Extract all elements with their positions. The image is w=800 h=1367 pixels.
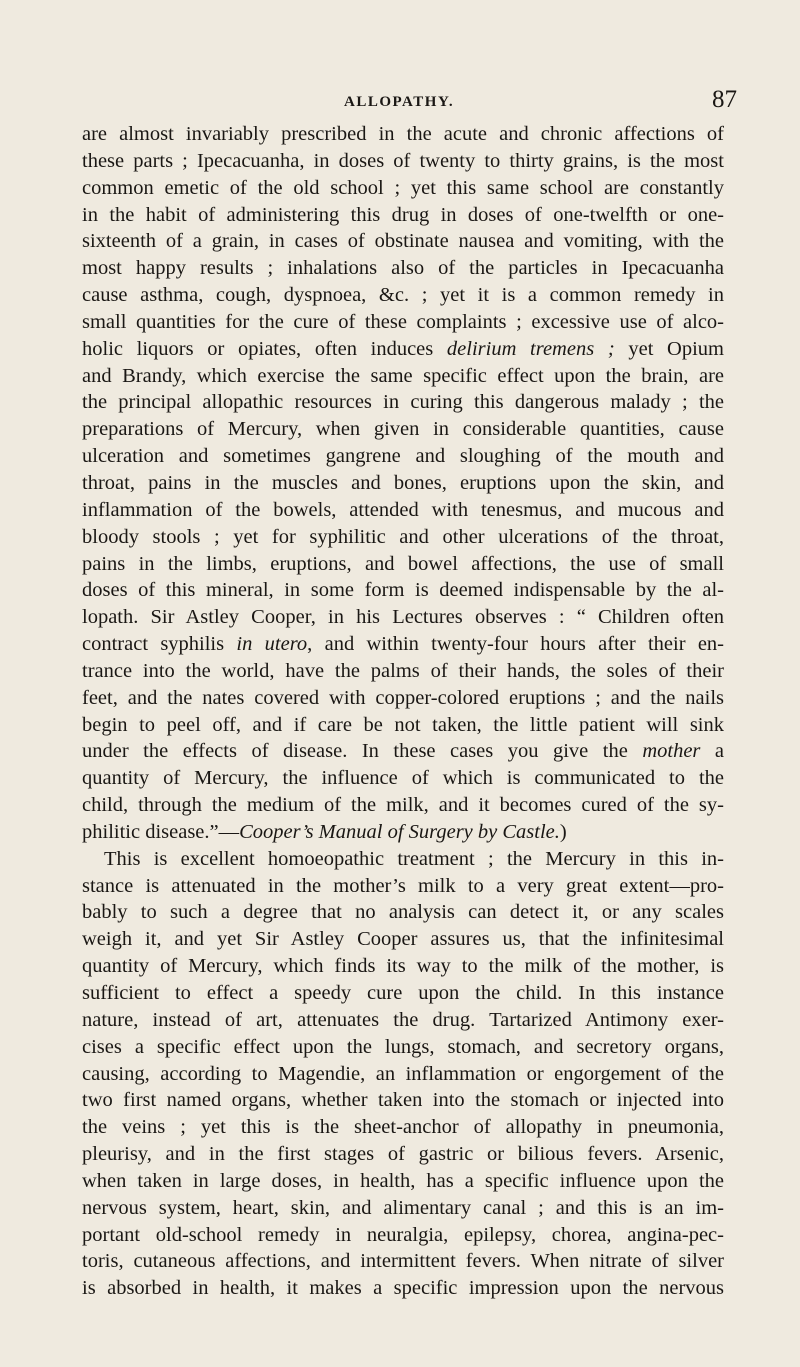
text-line — [82, 685, 724, 712]
text-run: and Brandy, which exercise the same specific effect upon the brain, are — [82, 364, 724, 387]
text-line — [82, 389, 724, 416]
running-title: ALLOPATHY. — [344, 94, 455, 110]
text-run: doses of this mineral, in some form is deemed indispensable by the al- — [82, 579, 724, 602]
text-run: This is excellent homoeopathic treatment ; the Mercury in this in- — [104, 847, 724, 870]
text-run: cause asthma, cough, dyspnoea, &c. ; yet it is a common remedy in — [82, 284, 724, 307]
text-run: philitic disease.”— — [82, 820, 240, 843]
text-run: nervous system, heart, skin, and alimentary canal ; and this is an im- — [82, 1196, 724, 1219]
text-line — [82, 1222, 724, 1249]
text-line — [82, 712, 724, 739]
text-line — [82, 497, 724, 524]
text-run: sufficient to effect a speedy cure upon the child. In this instance — [82, 982, 724, 1004]
text-line — [82, 255, 724, 282]
text-line — [82, 1195, 724, 1222]
text-line — [82, 1114, 724, 1141]
text-run: bably to such a degree that no analysis can detect it, or any scales — [82, 901, 724, 924]
text-run: is absorbed in health, it makes a specific impression upon the nervous — [82, 1277, 724, 1300]
text-line — [82, 1248, 724, 1275]
text-line — [82, 363, 724, 390]
text-line — [82, 953, 724, 980]
text-run: inflammation of the bowels, attended with tenesmus, and mucous and — [82, 498, 724, 521]
text-run: contract syphilis — [82, 633, 237, 656]
text-run: causing, according to Magendie, an inflammation or engorgement of the — [82, 1062, 724, 1085]
italic-text: delirium tremens ; — [446, 337, 615, 360]
text-line — [82, 524, 724, 551]
text-line — [82, 1141, 724, 1168]
text-run: ulceration and sometimes gangrene and sloughing of the mouth and — [82, 445, 724, 468]
text-line — [82, 470, 724, 497]
page-number: 87 — [712, 86, 737, 113]
text-run: begin to peel off, and if care be not taken, the little patient will sink — [82, 713, 724, 736]
text-run: ) — [559, 820, 567, 843]
text-line — [82, 765, 724, 792]
text-line — [82, 1007, 724, 1034]
text-line — [82, 631, 724, 658]
italic-text: mother — [642, 740, 701, 763]
text-run: under the effects of disease. In these cases you give the — [82, 740, 643, 763]
text-run: throat, pains in the muscles and bones, eruptions upon the skin, and — [82, 471, 724, 494]
body-text — [82, 121, 724, 1302]
text-line — [82, 1168, 724, 1195]
text-run: quantity of Mercury, which finds its way to the milk of the mother, is — [82, 955, 724, 978]
text-run: bloody stools ; yet for syphilitic and other ulcerations of the throat, — [82, 525, 724, 548]
text-run: portant old-school remedy in neuralgia, epilepsy, chorea, angina-pec- — [82, 1223, 724, 1246]
text-run: weigh it, and yet Sir Astley Cooper assures us, that the infinitesimal — [82, 928, 724, 951]
text-run: pleurisy, and in the first stages of gastric or bilious fevers. Arsenic, — [82, 1143, 724, 1166]
text-run: holic liquors or opiates, often induces — [82, 337, 447, 360]
running-header — [0, 86, 800, 120]
text-run: , and within twenty-four hours after their en- — [307, 633, 724, 656]
text-line — [82, 926, 724, 953]
text-run: trance into the world, have the palms of their hands, the soles of their — [82, 659, 724, 682]
text-line — [82, 577, 724, 604]
text-line — [82, 1087, 724, 1114]
text-run: lopath. Sir Astley Cooper, in his Lectures observes : “ Children often — [82, 606, 724, 629]
text-line — [82, 1034, 724, 1061]
text-line — [82, 416, 724, 443]
text-line — [82, 1061, 724, 1088]
text-line — [82, 228, 724, 255]
text-line — [82, 282, 724, 309]
text-line — [82, 738, 724, 765]
text-run: are almost invariably prescribed in the acute and chronic affections of — [82, 123, 724, 145]
text-run: in the habit of administering this drug in doses of one-twelfth or one- — [82, 203, 724, 226]
text-run: two first named organs, whether taken into the stomach or injected into — [82, 1089, 724, 1112]
text-run: these parts ; Ipecacuanha, in doses of twenty to thirty grains, is the most — [82, 149, 724, 172]
text-line — [82, 604, 724, 631]
text-line — [82, 819, 724, 846]
text-run: small quantities for the cure of these complaints ; excessive use of alco- — [82, 310, 724, 333]
text-run: most happy results ; inhalations also of the particles in Ipecacuanha — [82, 257, 724, 280]
text-run: preparations of Mercury, when given in considerable quantities, cause — [82, 418, 724, 441]
text-run: yet Opium — [614, 337, 724, 360]
text-line — [82, 1275, 724, 1302]
text-run: the veins ; yet this is the sheet-anchor of allopathy in pneumonia, — [82, 1116, 724, 1139]
text-line — [82, 846, 724, 873]
text-line — [82, 899, 724, 926]
text-line — [82, 121, 724, 148]
text-run: quantity of Mercury, the influence of which is communicated to the — [82, 767, 724, 790]
text-line — [82, 980, 724, 1007]
text-line — [82, 551, 724, 578]
text-run: nature, instead of art, attenuates the drug. Tartarized Antimony exer- — [82, 1008, 724, 1031]
text-run: sixteenth of a grain, in cases of obstinate nausea and vomiting, with the — [82, 230, 724, 253]
text-line — [82, 336, 724, 363]
text-run: toris, cutaneous affections, and intermittent fevers. When nitrate of silver — [82, 1250, 724, 1273]
text-run: the principal allopathic resources in curing this dangerous malady ; the — [82, 391, 724, 414]
text-line — [82, 175, 724, 202]
text-run: cises a specific effect upon the lungs, stomach, and secretory organs, — [82, 1035, 724, 1058]
text-run: a — [700, 740, 724, 763]
italic-text: in utero — [236, 633, 308, 656]
text-run: pains in the limbs, eruptions, and bowel affections, the use of small — [82, 552, 724, 575]
text-line — [82, 148, 724, 175]
text-line — [82, 792, 724, 819]
text-run: common emetic of the old school ; yet this same school are constantly — [82, 176, 724, 199]
text-run: when taken in large doses, in health, has a specific influence upon the — [82, 1169, 724, 1192]
text-line — [82, 202, 724, 229]
text-line — [82, 658, 724, 685]
text-run: child, through the medium of the milk, and it becomes cured of the sy- — [82, 794, 724, 817]
text-run: feet, and the nates covered with copper-colored eruptions ; and the nails — [82, 686, 724, 709]
text-line — [82, 873, 724, 900]
italic-text: Cooper’s Manual of Surgery by Castle. — [239, 820, 560, 843]
text-line — [82, 309, 724, 336]
text-run: stance is attenuated in the mother’s milk to a very great extent—pro- — [82, 874, 724, 897]
text-line — [82, 443, 724, 470]
